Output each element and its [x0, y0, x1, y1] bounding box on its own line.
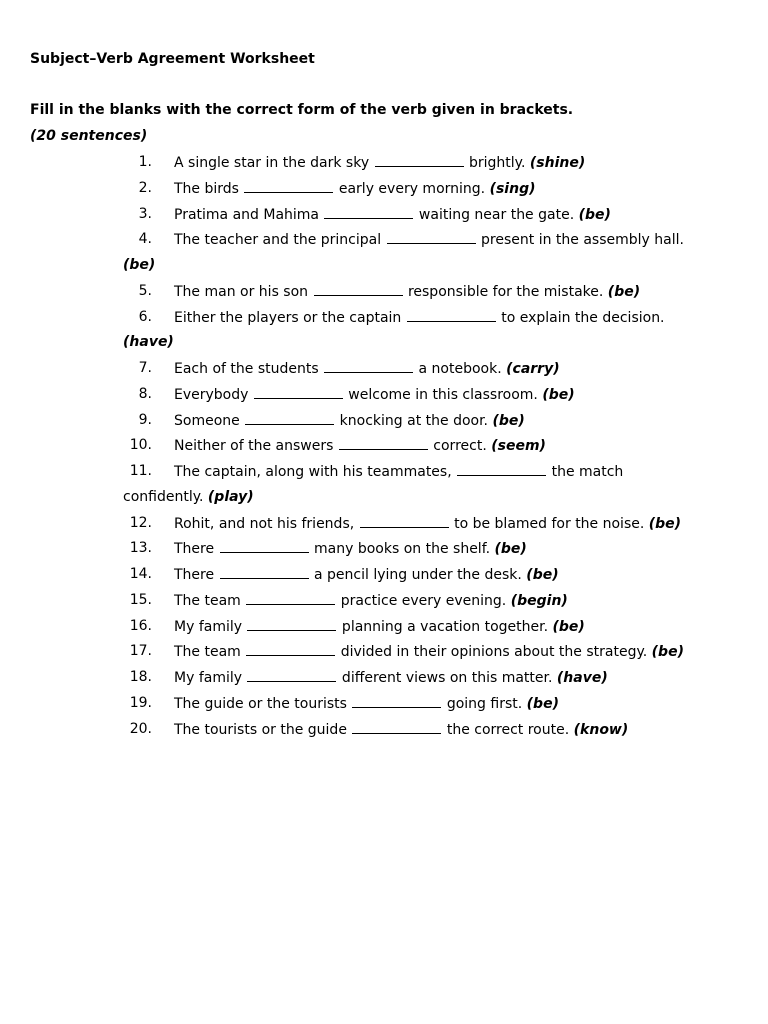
- answer-blank[interactable]: [246, 642, 335, 656]
- verb-hint: (carry): [506, 361, 560, 377]
- sentence-count-note: (20 sentences): [30, 128, 148, 144]
- sentence-text: going first.: [442, 695, 527, 712]
- answer-blank[interactable]: [407, 308, 496, 322]
- sentence-text: the match: [547, 464, 624, 480]
- sentence-line: [174, 694, 559, 713]
- item-number: 6.: [138, 308, 152, 325]
- sentence-text: to explain the decision.: [496, 309, 665, 326]
- sentence-line: [174, 514, 681, 533]
- verb-hint: (be): [526, 567, 559, 583]
- sentence-text: Someone: [174, 412, 245, 429]
- sentence-text: the correct route.: [442, 721, 574, 738]
- sentence-text: many books on the shelf.: [309, 541, 495, 558]
- verb-hint: (have): [123, 334, 174, 351]
- answer-blank[interactable]: [220, 539, 309, 553]
- sentence-text: Either the players or the captain: [174, 309, 406, 326]
- sentence-continuation: [123, 333, 174, 351]
- sentence-line: [174, 385, 575, 404]
- sentence-line: [174, 617, 585, 636]
- answer-blank[interactable]: [246, 591, 335, 605]
- sentence-text: The teacher and the principal: [174, 232, 386, 249]
- answer-blank[interactable]: [360, 514, 449, 528]
- sentence-text: There: [174, 541, 219, 558]
- answer-blank[interactable]: [247, 617, 336, 631]
- sentence-text: Everybody: [174, 386, 253, 403]
- sentence-text: planning a vacation together.: [337, 618, 553, 635]
- sentence-text: brightly.: [464, 155, 530, 171]
- item-number: 11.: [129, 463, 152, 479]
- sentence-text: practice every evening.: [336, 592, 511, 609]
- verb-hint: (know): [573, 721, 629, 738]
- answer-blank[interactable]: [324, 359, 413, 373]
- verb-hint: (be): [651, 644, 684, 661]
- sentence-line: [174, 436, 546, 455]
- sentence-text: confidently.: [123, 488, 208, 505]
- answer-blank[interactable]: [245, 411, 334, 425]
- verb-hint: (begin): [510, 592, 568, 609]
- item-number: 19.: [129, 694, 152, 711]
- answer-blank[interactable]: [387, 230, 476, 244]
- sentence-line: [174, 205, 611, 224]
- sentence-text: The tourists or the guide: [174, 721, 352, 738]
- sentence-line: [174, 411, 525, 430]
- sentence-line: [174, 668, 608, 687]
- answer-blank[interactable]: [220, 565, 309, 579]
- item-number: 20.: [129, 720, 152, 737]
- verb-hint: (be): [607, 283, 641, 300]
- sentence-text: The man or his son: [174, 283, 313, 300]
- answer-blank[interactable]: [324, 205, 413, 219]
- sentence-text: My family: [174, 618, 247, 635]
- sentence-text: The birds: [174, 180, 244, 197]
- item-number: 5.: [138, 282, 152, 299]
- verb-hint: (play): [207, 488, 254, 505]
- item-number: 8.: [138, 385, 152, 402]
- item-number: 9.: [138, 411, 152, 428]
- sentence-text: The captain, along with his teammates,: [174, 464, 457, 480]
- sentence-text: correct.: [428, 438, 492, 455]
- answer-blank[interactable]: [375, 153, 464, 167]
- verb-hint: (be): [492, 412, 525, 429]
- verb-hint: (be): [552, 618, 585, 635]
- item-number: 10.: [129, 437, 152, 454]
- sentence-text: to be blamed for the noise.: [449, 515, 649, 532]
- sentence-line: [174, 720, 628, 739]
- verb-hint: (be): [526, 695, 559, 712]
- sentence-text: divided in their opinions about the strategy.: [336, 644, 652, 661]
- sentence-text: The guide or the tourists: [174, 695, 352, 712]
- sentence-line: [174, 153, 585, 172]
- sentence-continuation: [123, 488, 254, 506]
- sentence-text: Each of the students: [174, 361, 324, 377]
- item-number: 2.: [138, 179, 152, 196]
- sentence-line: [174, 539, 527, 558]
- sentence-text: Rohit, and not his friends,: [174, 515, 359, 532]
- verb-hint: (have): [556, 670, 608, 686]
- answer-blank[interactable]: [457, 462, 546, 476]
- sentence-text: a notebook.: [414, 361, 507, 377]
- sentence-text: Pratima and Mahima: [174, 206, 324, 223]
- sentence-text: responsible for the mistake.: [403, 283, 608, 300]
- verb-hint: (be): [542, 386, 575, 403]
- verb-hint: (be): [123, 257, 156, 273]
- answer-blank[interactable]: [352, 694, 441, 708]
- sentence-line: [174, 179, 536, 198]
- sentence-text: My family: [174, 670, 247, 686]
- verb-hint: (sing): [489, 180, 536, 197]
- item-number: 14.: [129, 566, 152, 582]
- sentence-text: early every morning.: [334, 180, 490, 197]
- sentence-line: [174, 308, 665, 327]
- sentence-line: [174, 359, 560, 378]
- sentence-line: [174, 591, 568, 610]
- item-number: 3.: [138, 205, 152, 222]
- page-title: Subject–Verb Agreement Worksheet: [30, 51, 315, 67]
- sentence-text: waiting near the gate.: [414, 206, 579, 223]
- sentence-line: [174, 462, 623, 481]
- item-number: 7.: [138, 360, 152, 376]
- instructions-text: Fill in the blanks with the correct form of the verb given in brackets.: [30, 102, 574, 118]
- item-number: 15.: [129, 591, 152, 608]
- sentence-line: [174, 642, 684, 661]
- item-number: 16.: [129, 617, 152, 634]
- sentence-continuation: [123, 256, 155, 274]
- verb-hint: (be): [494, 541, 527, 558]
- sentence-line: [174, 565, 559, 584]
- verb-hint: (shine): [529, 155, 586, 171]
- answer-blank[interactable]: [254, 385, 343, 399]
- sentence-line: [174, 230, 684, 249]
- item-number: 12.: [129, 514, 152, 531]
- item-number: 4.: [138, 231, 152, 248]
- sentence-text: The team: [174, 644, 246, 661]
- verb-hint: (seem): [491, 438, 546, 455]
- sentence-text: A single star in the dark sky: [174, 155, 374, 171]
- sentence-text: The team: [174, 592, 246, 609]
- sentence-text: welcome in this classroom.: [343, 386, 543, 403]
- answer-blank[interactable]: [247, 668, 336, 682]
- verb-hint: (be): [578, 206, 611, 223]
- sentence-text: There: [174, 567, 219, 583]
- verb-hint: (be): [648, 515, 682, 532]
- sentence-text: knocking at the door.: [335, 412, 493, 429]
- item-number: 13.: [129, 540, 152, 557]
- item-number: 17.: [129, 643, 152, 660]
- answer-blank[interactable]: [244, 179, 333, 193]
- answer-blank[interactable]: [352, 720, 441, 734]
- item-number: 18.: [129, 669, 152, 685]
- sentence-text: present in the assembly hall.: [476, 232, 684, 249]
- answer-blank[interactable]: [339, 436, 428, 450]
- answer-blank[interactable]: [314, 282, 403, 296]
- item-number: 1.: [138, 154, 152, 170]
- sentence-text: Neither of the answers: [174, 438, 338, 455]
- sentence-text: different views on this matter.: [337, 670, 557, 686]
- sentence-line: [174, 282, 640, 301]
- sentence-text: a pencil lying under the desk.: [309, 567, 527, 583]
